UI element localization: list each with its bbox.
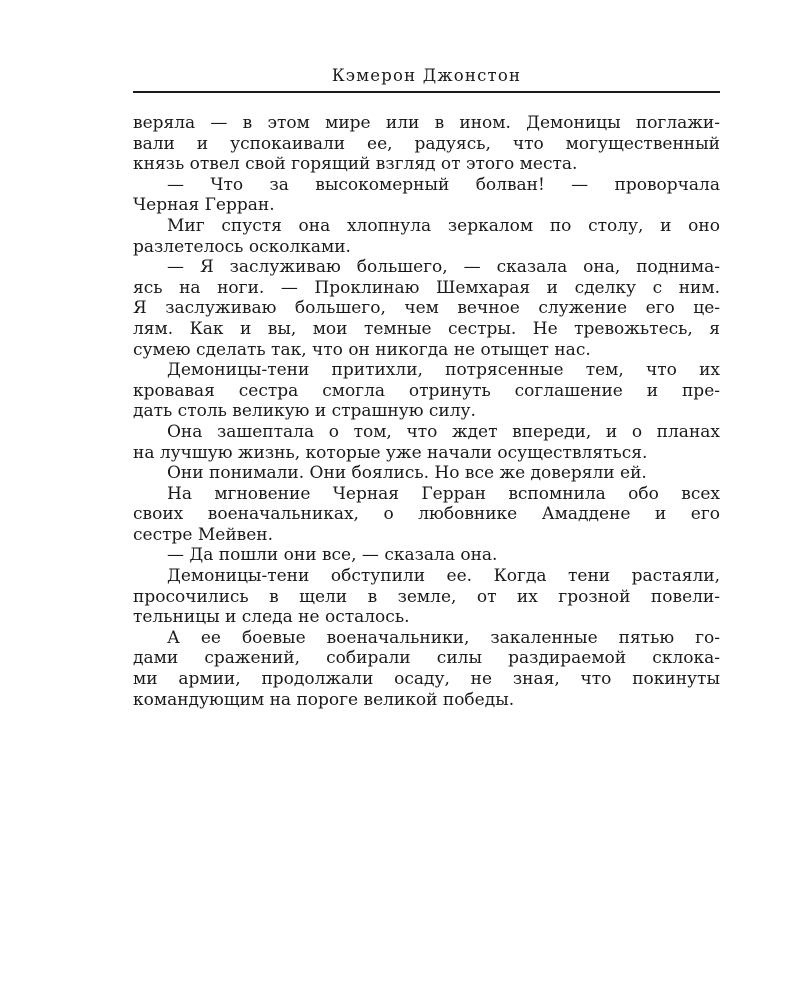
text-line: Она зашептала о том, что ждет впереди, и о планах — [167, 421, 720, 442]
text-line: дами сражений, собирали силы раздираемой склока- — [133, 648, 720, 669]
text-line: Черная Герран. — [133, 195, 275, 216]
text-line: — Я заслуживаю большего, — сказала она, поднима- — [167, 257, 720, 278]
text-line: веряла — в этом мире или в ином. Демоницы поглажи- — [133, 113, 720, 133]
text-line: А ее боевые военачальники, закаленные пятью го- — [167, 627, 720, 648]
text-line: сестре Мейвен. — [133, 524, 274, 545]
text-line: кровавая сестра смогла отринуть соглашение и пре- — [133, 380, 720, 401]
text-line: тельницы и следа не осталось. — [133, 607, 410, 628]
body-text — [133, 113, 720, 710]
text-line: на лучшую жизнь, которые уже начали осуществляться. — [133, 442, 648, 463]
text-line: На мгновение Черная Герран вспомнила обо всех — [167, 483, 720, 504]
text-line: вали и успокаивали ее, радуясь, что могущественный — [133, 133, 720, 154]
text-line: разлетелось осколками. — [133, 236, 351, 257]
text-line: ми армии, продолжали осаду, не зная, что покинуты — [133, 669, 720, 690]
header-rule — [133, 91, 720, 93]
text-line: своих военачальниках, о любовнике Амаддене и его — [133, 504, 720, 525]
text-line: дать столь великую и страшную силу. — [133, 401, 476, 422]
text-line: сумею сделать так, что он никогда не отыщет нас. — [133, 339, 591, 360]
text-line: князь отвел свой горящий взгляд от этого места. — [133, 154, 578, 175]
text-line: командующим на пороге великой победы. — [133, 689, 515, 710]
text-line: Они понимали. Они боялись. Но все же доверяли ей. — [167, 463, 647, 484]
text-line: ясь на ноги. — Проклинаю Шемхарая и сделку с ним. — [133, 277, 720, 298]
text-line: просочились в щели в земле, от их грозной повели- — [133, 586, 720, 607]
text-line: лям. Как и вы, мои темные сестры. Не тревожьтесь, я — [133, 318, 720, 339]
text-line: Миг спустя она хлопнула зеркалом по столу, и оно — [167, 215, 720, 236]
running-head-author: Кэмерон Джонстон — [331, 66, 522, 85]
text-line: Демоницы-тени обступили ее. Когда тени растаяли, — [167, 566, 720, 587]
text-line: Демоницы-тени притихли, потрясенные тем, что их — [167, 360, 720, 381]
text-line: Я заслуживаю большего, чем вечное служение его це- — [133, 298, 720, 319]
text-line: — Что за высокомерный болван! — проворчала — [167, 174, 720, 195]
text-line: — Да пошли они все, — сказала она. — [167, 545, 498, 566]
